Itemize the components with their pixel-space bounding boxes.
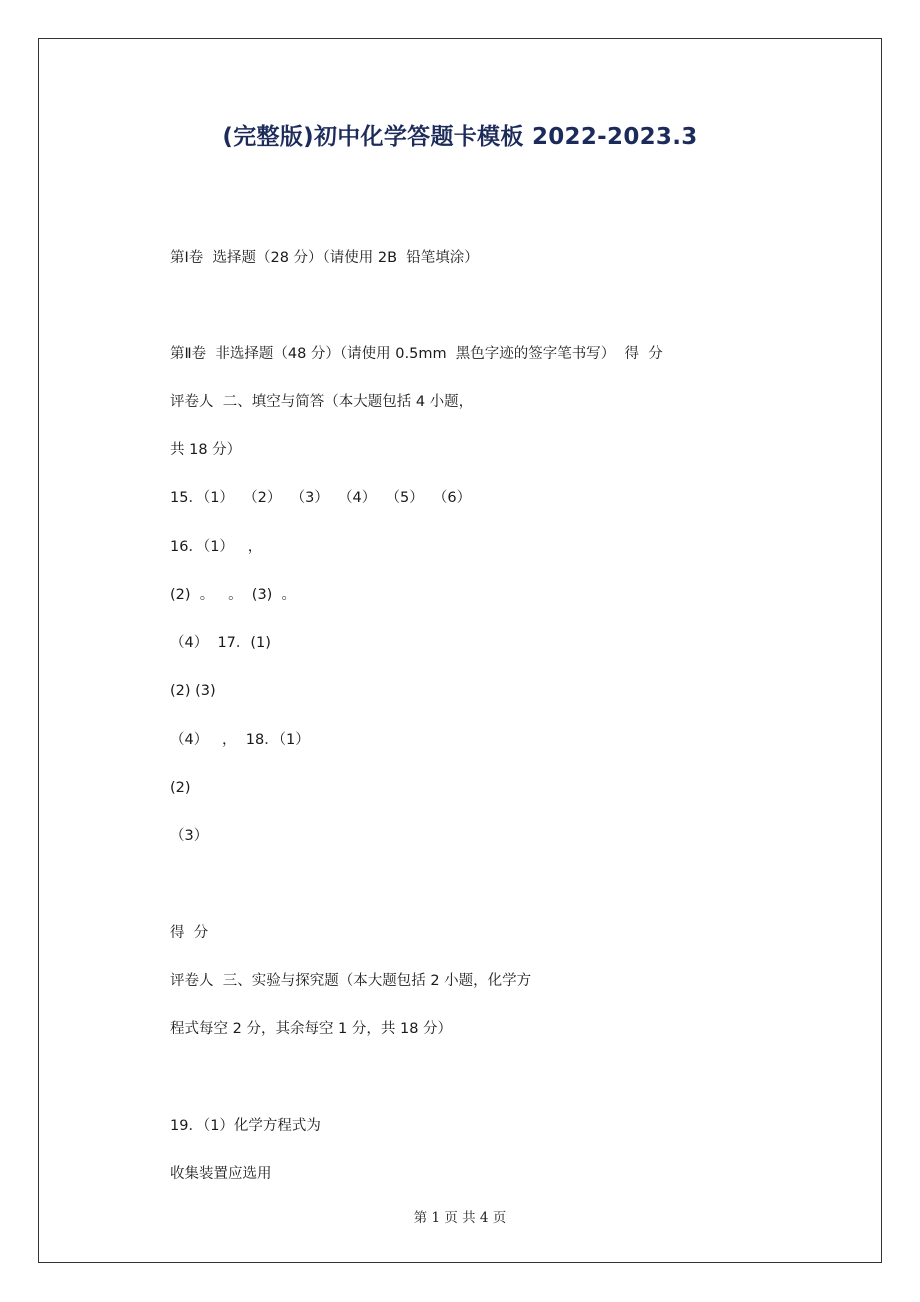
page-footer: 第 1 页 共 4 页	[413, 1210, 507, 1226]
question-18-part-2: (2)	[170, 780, 191, 796]
document-title: (完整版)初中化学答题卡模板 2022-2023.3	[222, 124, 698, 150]
question-19-collect: 收集装置应选用	[170, 1166, 272, 1182]
question-17-parts: (2) (3)	[170, 683, 216, 699]
question-16-parts: (2) 。 。 (3) 。	[170, 587, 297, 603]
page-border	[38, 38, 882, 1263]
part-3-heading-cont: 程式每空 2 分，其余每空 1 分，共 18 分）	[170, 1021, 453, 1037]
part-2-heading-cont: 共 18 分）	[170, 442, 242, 458]
question-16: 16．（1） ，	[170, 539, 263, 555]
question-15: 15．（1） （2） （3） （4） （5） （6）	[170, 490, 472, 506]
part-2-heading: 评卷人 二、填空与简答（本大题包括 4 小题，	[170, 394, 474, 410]
question-17-18: （4） ， 18．（1）	[170, 732, 310, 748]
question-19: 19．（1）化学方程式为	[170, 1118, 321, 1134]
question-18-part-3: （3）	[170, 828, 209, 844]
question-16-17: （4） 17．(1)	[170, 635, 271, 651]
part-3-heading: 评卷人 三、实验与探究题（本大题包括 2 小题，化学方	[170, 973, 532, 989]
score-label: 得 分	[170, 925, 209, 941]
section-1-heading: 第Ⅰ卷 选择题（28 分）（请使用 2B 铅笔填涂）	[170, 250, 479, 266]
section-2-heading: 第Ⅱ卷 非选择题（48 分）（请使用 0.5mm 黑色字迹的签字笔书写） 得 分	[170, 346, 663, 362]
